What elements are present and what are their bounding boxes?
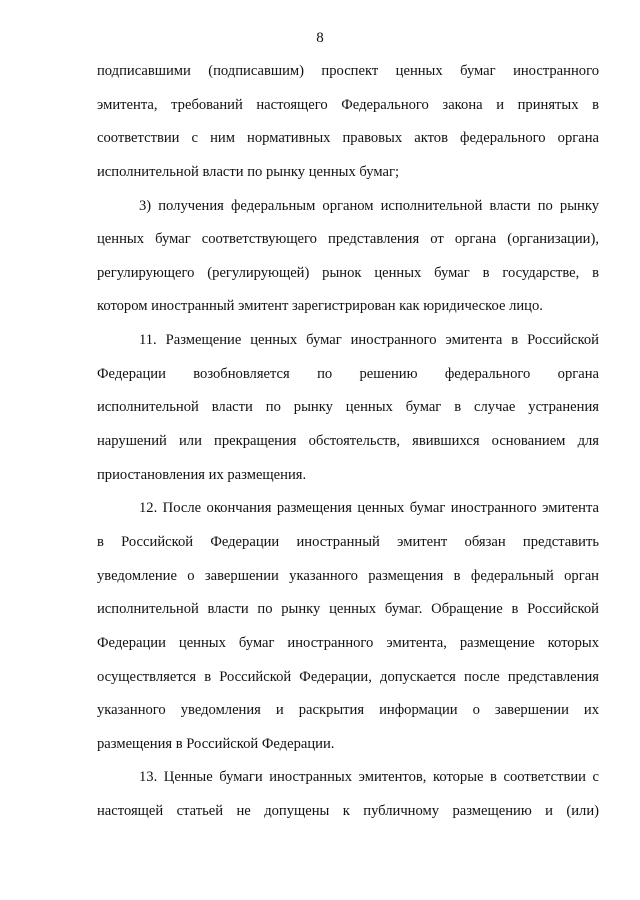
text-line: уведомление о завершении указанного размещения в федеральный орган — [97, 567, 599, 584]
text-line: исполнительной власти по рынку ценных бумаг. Обращение в Российской — [97, 601, 599, 618]
text-line: Федерации ценных бумаг иностранного эмитента, размещение которых — [97, 634, 599, 651]
text-line: ценных бумаг соответствующего представления от органа (организации), — [97, 231, 599, 248]
paragraph-13 — [97, 767, 599, 834]
text-line: указанного уведомления и раскрытия информации о завершении их — [97, 702, 599, 719]
text-line: регулирующего (регулирующей) рынок ценных бумаг в государстве, в — [97, 264, 599, 281]
text-line: размещения в Российской Федерации. — [97, 735, 335, 752]
text-line: настоящей статьей не допущены к публичному размещению и (или) — [97, 803, 599, 820]
paragraph-item-3 — [97, 196, 599, 331]
text-line: исполнительной власти по рынку ценных бумаг в случае устранения — [97, 399, 599, 416]
text-line: 11. Размещение ценных бумаг иностранного эмитента в Российской — [139, 332, 599, 349]
text-line: эмитента, требований настоящего Федерального закона и принятых в — [97, 96, 599, 113]
text-line: исполнительной власти по рынку ценных бумаг; — [97, 163, 400, 180]
text-line: 13. Ценные бумаги иностранных эмитентов, которые в соответствии с — [139, 769, 599, 786]
text-line: нарушений или прекращения обстоятельств, явившихся основанием для — [97, 433, 599, 450]
text-line: котором иностранный эмитент зарегистрирован как юридическое лицо. — [97, 298, 543, 315]
text-line: Федерации возобновляется по решению федерального органа — [97, 365, 599, 382]
text-line: 12. После окончания размещения ценных бумаг иностранного эмитента — [139, 500, 599, 517]
page-number: 8 — [316, 30, 324, 46]
text-line: подписавшими (подписавшим) проспект ценных бумаг иностранного — [97, 63, 599, 79]
text-line: соответствии с ним нормативных правовых актов федерального органа — [97, 130, 599, 147]
paragraph-11 — [97, 330, 599, 498]
text-line: в Российской Федерации иностранный эмитент обязан представить — [97, 533, 599, 550]
text-line: осуществляется в Российской Федерации, допускается после представления — [97, 668, 599, 685]
text-line: приостановления их размещения. — [97, 466, 307, 483]
paragraph-continuation — [97, 61, 599, 196]
document-body — [97, 61, 599, 835]
text-line: 3) получения федеральным органом исполнительной власти по рынку — [139, 197, 599, 214]
paragraph-12 — [97, 498, 599, 767]
